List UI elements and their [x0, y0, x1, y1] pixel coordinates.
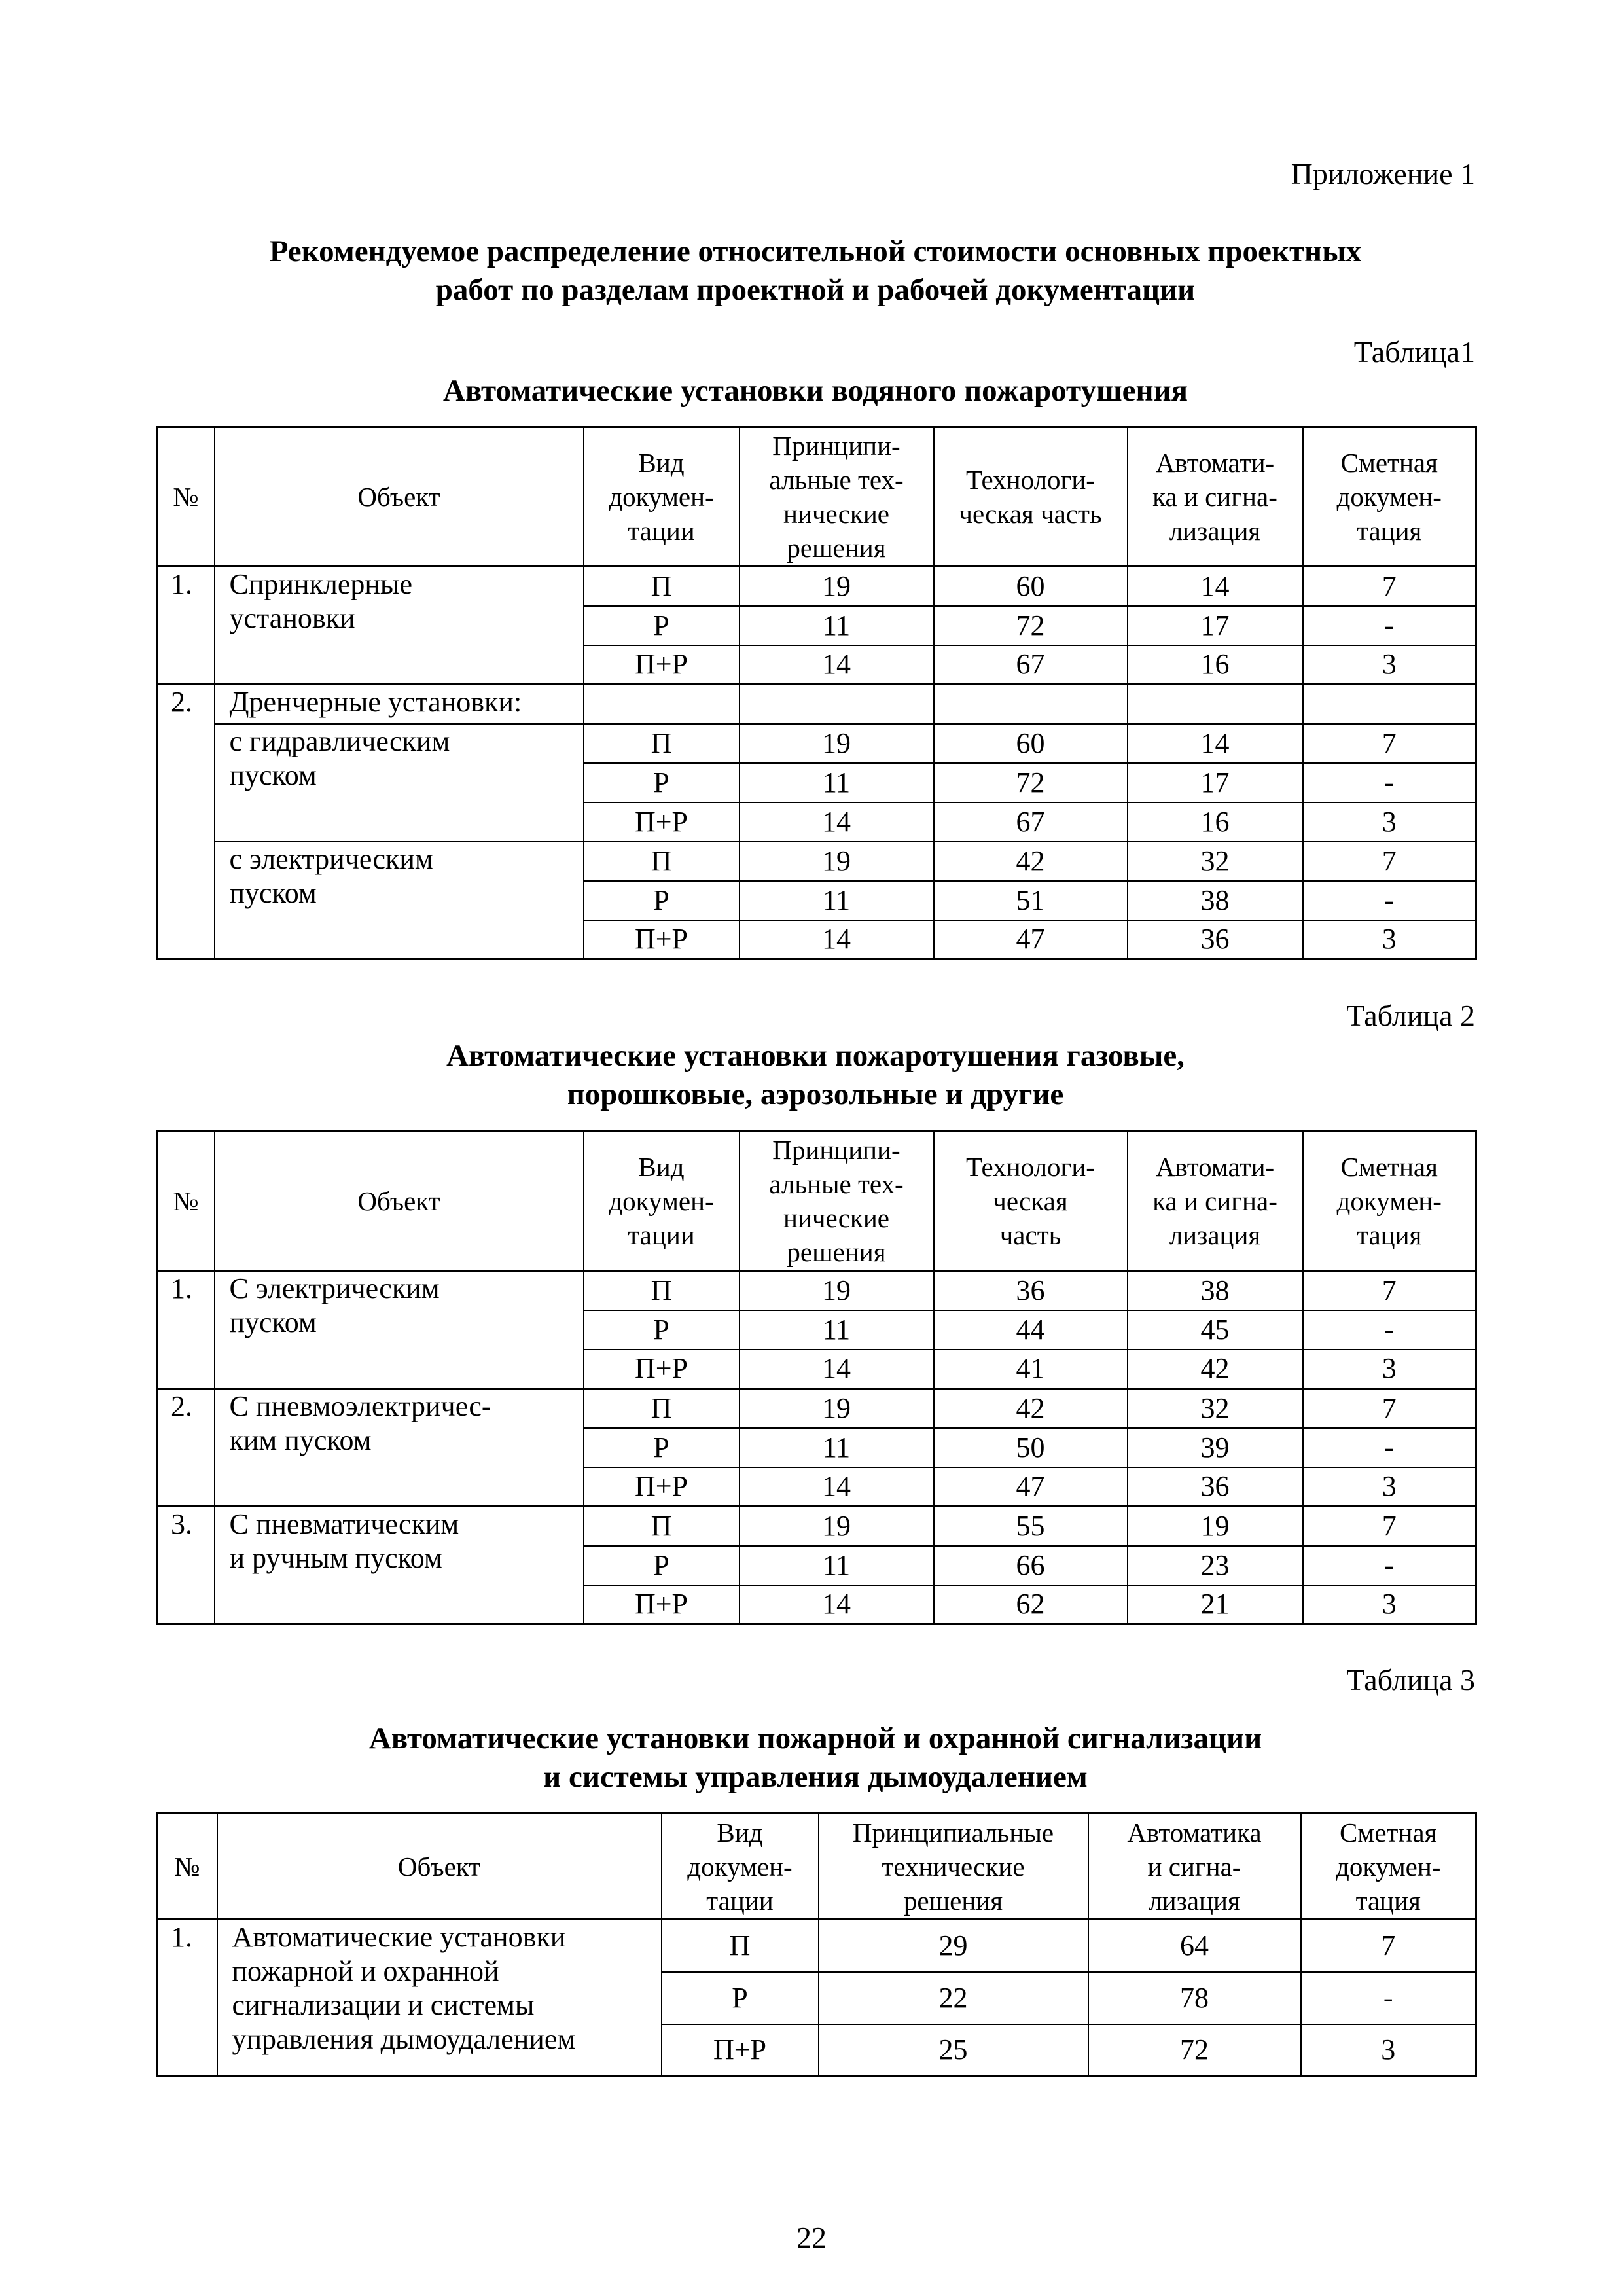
percentage-value: 55: [934, 1507, 1128, 1546]
percentage-value: 3: [1301, 2024, 1476, 2077]
documentation-type: Р: [584, 763, 740, 802]
table-1-water-extinguishing: [156, 426, 1477, 960]
percentage-value: 72: [1088, 2024, 1301, 2077]
documentation-type: Р: [584, 1310, 740, 1350]
row-number: 1.: [157, 1271, 215, 1389]
percentage-value: 3: [1303, 1467, 1476, 1507]
caption-line: Автоматические установки водяного пожаротушения: [442, 374, 1188, 408]
column-header: Принципи- альные тех- нические решения: [740, 427, 934, 567]
percentage-value: 14: [1128, 724, 1303, 763]
percentage-value: 39: [1128, 1428, 1303, 1467]
column-header: №: [157, 1814, 217, 1920]
empty-cell: [584, 685, 740, 724]
percentage-value: 7: [1303, 1389, 1476, 1428]
column-header: Вид докумен- тации: [584, 427, 740, 567]
percentage-value: 19: [740, 842, 934, 881]
table-2-caption: [156, 1037, 1475, 1114]
table-header: [157, 1132, 1476, 1271]
percentage-value: -: [1303, 1428, 1476, 1467]
object-name: С электрическим пуском: [215, 1271, 584, 1389]
percentage-value: 36: [1128, 1467, 1303, 1507]
documentation-type: Р: [584, 606, 740, 645]
column-header: Объект: [217, 1814, 662, 1920]
percentage-value: 11: [740, 1310, 934, 1350]
percentage-value: 14: [1128, 567, 1303, 606]
header-row: [157, 1132, 1476, 1271]
documentation-type: П: [584, 567, 740, 606]
caption-line: Автоматические установки пожарной и охранной сигнализации: [368, 1721, 1262, 1755]
percentage-value: 22: [819, 1972, 1088, 2024]
percentage-value: 16: [1128, 802, 1303, 842]
percentage-value: 32: [1128, 1389, 1303, 1428]
percentage-value: 3: [1303, 1350, 1476, 1389]
percentage-value: 14: [740, 645, 934, 685]
percentage-value: 60: [934, 724, 1128, 763]
percentage-value: 19: [740, 1271, 934, 1310]
percentage-value: 11: [740, 606, 934, 645]
documentation-type: П+Р: [584, 920, 740, 960]
percentage-value: 11: [740, 881, 934, 920]
percentage-value: 7: [1303, 842, 1476, 881]
table-row: [157, 1271, 1476, 1310]
object-name: Автоматические установки пожарной и охранной сигнализации и системы управления дымоудалением: [217, 1920, 662, 2077]
percentage-value: 60: [934, 567, 1128, 606]
column-header: Сметная докумен- тация: [1303, 427, 1476, 567]
percentage-value: 7: [1301, 1920, 1476, 1972]
documentation-type: П: [584, 1389, 740, 1428]
documentation-type: П+Р: [662, 2024, 819, 2077]
row-number: 3.: [157, 1507, 215, 1624]
table-header: [157, 1814, 1476, 1920]
column-header: Принципиальные технические решения: [819, 1814, 1088, 1920]
table-row: [157, 1920, 1476, 1972]
percentage-value: 7: [1303, 567, 1476, 606]
percentage-value: 36: [934, 1271, 1128, 1310]
table-row: [157, 1507, 1476, 1546]
table-3-caption: [156, 1719, 1475, 1797]
column-header: Сметная докумен- тация: [1301, 1814, 1476, 1920]
table-3-label: Таблица 3: [1346, 1663, 1475, 1696]
percentage-value: 11: [740, 1546, 934, 1585]
percentage-value: -: [1303, 1310, 1476, 1350]
table-row: [157, 1389, 1476, 1428]
documentation-type: Р: [584, 1428, 740, 1467]
percentage-value: -: [1301, 1972, 1476, 2024]
object-name: с электрическим пуском: [215, 842, 584, 960]
table-row: [157, 724, 1476, 763]
percentage-value: 3: [1303, 920, 1476, 960]
object-name: С пневматическим и ручным пуском: [215, 1507, 584, 1624]
documentation-type: Р: [584, 881, 740, 920]
percentage-value: 42: [1128, 1350, 1303, 1389]
percentage-value: 14: [740, 802, 934, 842]
documentation-type: П+Р: [584, 1467, 740, 1507]
documentation-type: П: [584, 842, 740, 881]
percentage-value: 50: [934, 1428, 1128, 1467]
percentage-value: 38: [1128, 1271, 1303, 1310]
table-1-caption: [156, 372, 1475, 410]
percentage-value: 11: [740, 1428, 934, 1467]
percentage-value: 3: [1303, 1585, 1476, 1624]
row-number: 1.: [157, 567, 215, 685]
percentage-value: 66: [934, 1546, 1128, 1585]
percentage-value: 19: [740, 1389, 934, 1428]
object-name: Спринклерные установки: [215, 567, 584, 685]
header-row: [157, 427, 1476, 567]
documentation-type: П: [584, 1271, 740, 1310]
documentation-type: П: [584, 1507, 740, 1546]
percentage-value: -: [1303, 606, 1476, 645]
percentage-value: -: [1303, 763, 1476, 802]
object-name: с гидравлическим пуском: [215, 724, 584, 842]
percentage-value: 44: [934, 1310, 1128, 1350]
column-header: Объект: [215, 1132, 584, 1271]
column-header: №: [157, 427, 215, 567]
row-number: 2.: [157, 685, 215, 960]
percentage-value: 72: [934, 763, 1128, 802]
table-body: [157, 1271, 1476, 1624]
documentation-type: П+Р: [584, 802, 740, 842]
table-row: [157, 685, 1476, 724]
documentation-type: П: [584, 724, 740, 763]
object-name: С пневмоэлектричес- ким пуском: [215, 1389, 584, 1507]
column-header: Объект: [215, 427, 584, 567]
percentage-value: 11: [740, 763, 934, 802]
table-body: [157, 567, 1476, 960]
percentage-value: 19: [740, 724, 934, 763]
row-number: 2.: [157, 1389, 215, 1507]
table-1-label: Таблица1: [1353, 335, 1475, 368]
percentage-value: 17: [1128, 606, 1303, 645]
row-number: 1.: [157, 1920, 217, 2077]
table-2-label: Таблица 2: [1346, 999, 1475, 1032]
percentage-value: 29: [819, 1920, 1088, 1972]
percentage-value: 17: [1128, 763, 1303, 802]
percentage-value: -: [1303, 1546, 1476, 1585]
documentation-type: П+Р: [584, 645, 740, 685]
title-line: работ по разделам проектной и рабочей документации: [435, 273, 1196, 307]
table-row: [157, 842, 1476, 881]
percentage-value: 72: [934, 606, 1128, 645]
table-row: [157, 567, 1476, 606]
percentage-value: 42: [934, 1389, 1128, 1428]
percentage-value: 51: [934, 881, 1128, 920]
column-header: Технологи- ческая часть: [934, 427, 1128, 567]
percentage-value: 16: [1128, 645, 1303, 685]
table-2-gas-powder-extinguishing: [156, 1130, 1477, 1625]
percentage-value: 78: [1088, 1972, 1301, 2024]
empty-cell: [1128, 685, 1303, 724]
percentage-value: 14: [740, 1585, 934, 1624]
percentage-value: 45: [1128, 1310, 1303, 1350]
percentage-value: 41: [934, 1350, 1128, 1389]
empty-cell: [1303, 685, 1476, 724]
documentation-type: Р: [584, 1546, 740, 1585]
title-line: Рекомендуемое распределение относительной стоимости основных проектных: [269, 234, 1362, 268]
documentation-type: Р: [662, 1972, 819, 2024]
documentation-type: П+Р: [584, 1350, 740, 1389]
percentage-value: 3: [1303, 802, 1476, 842]
page-number: 22: [796, 2221, 827, 2254]
table-3-alarm-smoke-control: [156, 1812, 1477, 2077]
percentage-value: -: [1303, 881, 1476, 920]
percentage-value: 47: [934, 1467, 1128, 1507]
header-row: [157, 1814, 1476, 1920]
percentage-value: 19: [1128, 1507, 1303, 1546]
caption-line: и системы управления дымоудалением: [543, 1760, 1088, 1794]
percentage-value: 47: [934, 920, 1128, 960]
appendix-label: Приложение 1: [1291, 157, 1475, 190]
percentage-value: 62: [934, 1585, 1128, 1624]
column-header: Автомати- ка и сигна- лизация: [1128, 1132, 1303, 1271]
column-header: №: [157, 1132, 215, 1271]
caption-line: порошковые, аэрозольные и другие: [567, 1077, 1064, 1111]
percentage-value: 32: [1128, 842, 1303, 881]
table-body: [157, 1920, 1476, 2077]
group-heading: Дренчерные установки:: [215, 685, 584, 724]
percentage-value: 67: [934, 645, 1128, 685]
percentage-value: 42: [934, 842, 1128, 881]
table-header: [157, 427, 1476, 567]
documentation-type: П+Р: [584, 1585, 740, 1624]
percentage-value: 38: [1128, 881, 1303, 920]
column-header: Сметная докумен- тация: [1303, 1132, 1476, 1271]
percentage-value: 36: [1128, 920, 1303, 960]
empty-cell: [934, 685, 1128, 724]
empty-cell: [740, 685, 934, 724]
column-header: Автоматика и сигна- лизация: [1088, 1814, 1301, 1920]
column-header: Автомати- ка и сигна- лизация: [1128, 427, 1303, 567]
column-header: Принципи- альные тех- нические решения: [740, 1132, 934, 1271]
percentage-value: 19: [740, 567, 934, 606]
caption-line: Автоматические установки пожаротушения газовые,: [446, 1039, 1185, 1073]
percentage-value: 67: [934, 802, 1128, 842]
percentage-value: 7: [1303, 1507, 1476, 1546]
percentage-value: 23: [1128, 1546, 1303, 1585]
percentage-value: 19: [740, 1507, 934, 1546]
percentage-value: 7: [1303, 1271, 1476, 1310]
column-header: Вид докумен- тации: [662, 1814, 819, 1920]
column-header: Технологи- ческая часть: [934, 1132, 1128, 1271]
percentage-value: 14: [740, 1350, 934, 1389]
percentage-value: 7: [1303, 724, 1476, 763]
document-title: [156, 232, 1475, 310]
percentage-value: 14: [740, 920, 934, 960]
percentage-value: 64: [1088, 1920, 1301, 1972]
percentage-value: 14: [740, 1467, 934, 1507]
documentation-type: П: [662, 1920, 819, 1972]
percentage-value: 25: [819, 2024, 1088, 2077]
column-header: Вид докумен- тации: [584, 1132, 740, 1271]
percentage-value: 3: [1303, 645, 1476, 685]
percentage-value: 21: [1128, 1585, 1303, 1624]
